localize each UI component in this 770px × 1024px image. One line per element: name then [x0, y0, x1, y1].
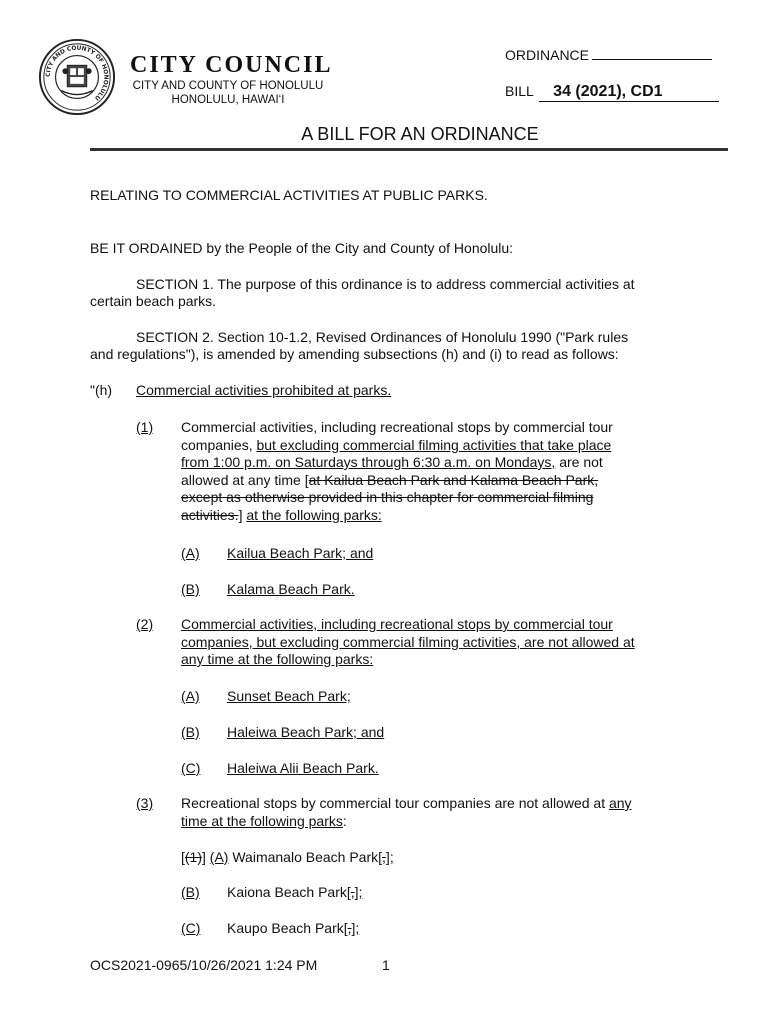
item3-line2 [181, 813, 632, 831]
item1-paragraph [181, 419, 613, 524]
item3-sub-c-text: Kaupo Beach Park[ [227, 920, 348, 936]
item1-text: are not [555, 454, 603, 470]
bracket: ] [202, 849, 210, 865]
item1-text: companies, [181, 436, 257, 453]
subsection-h-title: Commercial activities prohibited at parks. [136, 382, 392, 398]
council-sub-line2: HONOLULU, HAWAI‘I [171, 94, 285, 106]
item3-number: (3) [136, 795, 154, 811]
city-seal-icon [38, 38, 116, 116]
ordinance-number-line [505, 46, 712, 63]
item2-line2: companies, but excluding commercial filming activities, are not allowed at [181, 633, 635, 650]
item1-deleted-text: except as otherwise provided in this chapter for commercial filming [181, 489, 594, 505]
item1-sub-b-label: (B) [181, 581, 200, 597]
council-subtitle [130, 79, 326, 107]
bracket: [ [181, 849, 185, 865]
item1-line2 [181, 437, 613, 455]
document-id-footer: OCS2021-0965/10/26/2021 1:24 PM [90, 957, 318, 973]
item1-inserted-text: from 1:00 p.m. on Saturdays through 6:30 a.m. on Mondays, [181, 454, 556, 470]
bill-number: 34 (2021), CD1 [539, 83, 719, 102]
bracket: ] [354, 884, 359, 900]
item1-line3 [181, 454, 613, 472]
document-heading: A BILL FOR AN ORDINANCE [301, 124, 539, 144]
relating-line: RELATING TO COMMERCIAL ACTIVITIES AT PUBLIC PARKS. [90, 187, 488, 203]
item3-sub-a-label: (A) [209, 849, 229, 865]
heading-rule [90, 148, 728, 151]
item2-sub-b-text: Haleiwa Beach Park; and [227, 724, 385, 740]
item3-sub-b-label: (B) [181, 884, 200, 900]
item3-inserted-text: ; [389, 849, 394, 865]
item3-sub-a-text: Waimanalo Beach Park[ [228, 849, 383, 865]
bracket: ] [385, 849, 390, 865]
section1-line1: SECTION 1. The purpose of this ordinance is to address commercial activities at [136, 276, 635, 292]
item1-text: allowed at any time [ [181, 471, 309, 488]
item3-sub-b [227, 884, 362, 902]
item3-deleted-text: , [382, 849, 386, 865]
item3-paragraph [181, 795, 632, 830]
bracket: ] [351, 920, 356, 936]
item2-sub-a-label: (A) [181, 688, 200, 704]
item2-sub-b-label: (B) [181, 724, 200, 740]
item2-line3: any time at the following parks: [181, 651, 374, 667]
bill-number-line [505, 83, 719, 102]
item3-inserted-text: ; [355, 920, 360, 936]
council-sub-line1: CITY AND COUNTY OF HONOLULU [132, 80, 324, 92]
section2-line1: SECTION 2. Section 10-1.2, Revised Ordinances of Honolulu 1990 ("Park rules [136, 329, 629, 345]
item2-sub-a-text: Sunset Beach Park; [227, 688, 351, 704]
item1-line1: Commercial activities, including recreational stops by commercial tour [181, 419, 613, 435]
section1-line2: certain beach parks. [90, 293, 217, 309]
ordinance-label: ORDINANCE [505, 47, 590, 63]
bill-label: BILL [505, 83, 534, 99]
item2-line1: Commercial activities, including recreational stops by commercial tour [181, 616, 613, 632]
ordained-line: BE IT ORDAINED by the People of the City and County of Honolulu: [90, 240, 514, 256]
item2-sub-c-label: (C) [181, 760, 201, 776]
item1-text: ] [238, 506, 247, 523]
item1-line6 [181, 507, 613, 525]
ordinance-number-blank [592, 46, 712, 60]
item3-inserted-text: any [608, 795, 632, 811]
item3-sub-b-text: Kaiona Beach Park[ [227, 884, 351, 900]
council-title: CITY COUNCIL [130, 52, 333, 78]
item3-deleted-text: (1) [184, 849, 203, 865]
item1-number: (1) [136, 419, 154, 435]
item1-deleted-text: at Kailua Beach Park and Kalama Beach Park, [308, 471, 599, 488]
item1-line4 [181, 472, 613, 490]
page-number: 1 [382, 957, 390, 973]
item1-deleted-text: activities. [181, 506, 239, 523]
item1-inserted-text: at the following parks: [246, 506, 382, 523]
item1-sub-b-text: Kalama Beach Park. [227, 581, 355, 597]
item3-deleted-text: , [347, 920, 352, 936]
section2-line2: and regulations"), is amended by amending subsections (h) and (i) to read as follows: [90, 346, 619, 362]
item3-text: : [342, 812, 347, 829]
item3-inserted-text: time at the following parks [181, 812, 343, 829]
svg-text:CITY AND COUNTY OF HONOLULU: CITY AND COUNTY OF HONOLULU [45, 45, 109, 101]
item2-number: (2) [136, 616, 154, 632]
item3-deleted-text: , [350, 884, 355, 900]
item1-sub-a-label: (A) [181, 545, 200, 561]
item1-inserted-text: but excluding commercial filming activities that take place [256, 436, 612, 453]
item2-paragraph [181, 616, 635, 669]
item3-text: Recreational stops by commercial tour companies are not allowed at [181, 795, 609, 811]
item3-sub-c-label: (C) [181, 920, 201, 936]
item3-line1 [181, 795, 632, 813]
item2-sub-c-text: Haleiwa Alii Beach Park. [227, 760, 379, 776]
item3-sub-c [227, 920, 359, 938]
item3-inserted-text: ; [358, 884, 363, 900]
item1-line5 [181, 489, 613, 507]
item1-sub-a-text: Kailua Beach Park; and [227, 545, 374, 561]
item3-sub-a [181, 849, 394, 867]
subsection-h-label: "(h) [90, 382, 113, 398]
